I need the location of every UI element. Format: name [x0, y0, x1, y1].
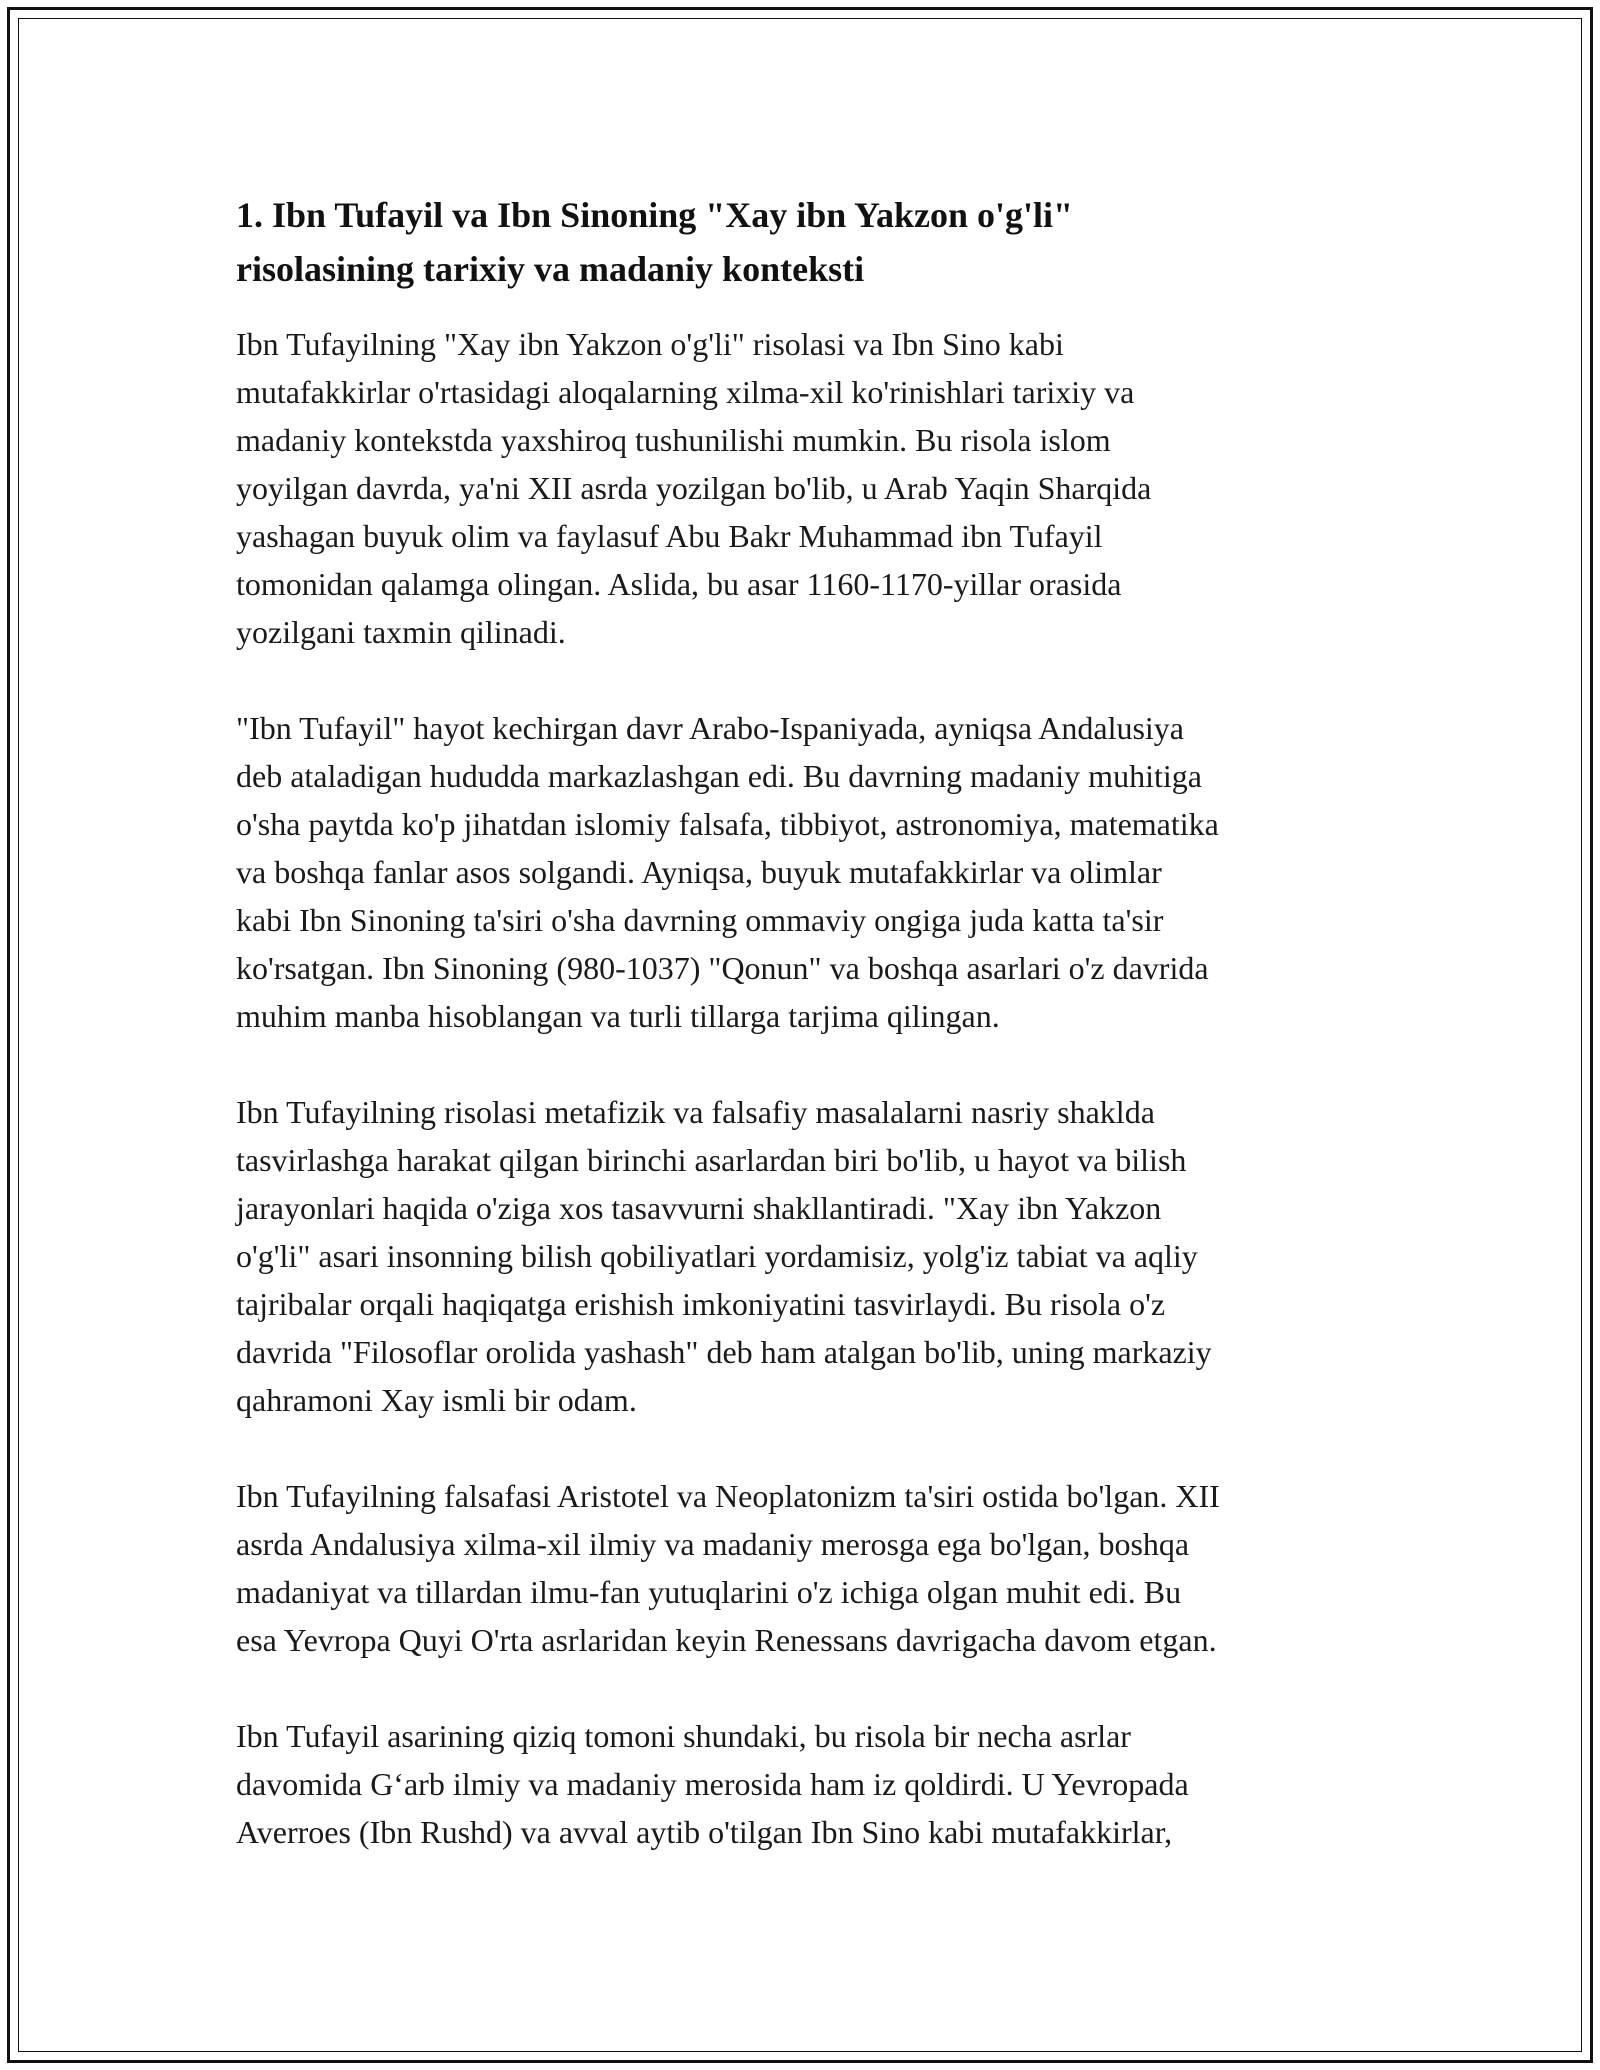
paragraph-2: [236, 704, 1376, 1040]
text-line: mutafakkirlar o'rtasidagi aloqalarning xilma-xil ko'rinishlari tarixiy va: [236, 374, 1135, 410]
text-line: kabi Ibn Sinoning ta'siri o'sha davrning ommaviy ongiga juda katta ta'sir: [236, 902, 1164, 938]
text-line: va boshqa fanlar asos solgandi. Ayniqsa, buyuk mutafakkirlar va olimlar: [236, 854, 1162, 890]
text-line: davrida "Filosoflar orolida yashash" deb ham atalgan bo'lib, uning markaziy: [236, 1334, 1212, 1370]
text-line: qahramoni Xay ismli bir odam.: [236, 1382, 637, 1418]
text-line: muhim manba hisoblangan va turli tillarga tarjima qilingan.: [236, 998, 1000, 1034]
text-line: asrda Andalusiya xilma-xil ilmiy va madaniy merosga ega bo'lgan, boshqa: [236, 1526, 1190, 1562]
text-line: madaniy kontekstda yaxshiroq tushunilishi mumkin. Bu risola islom: [236, 422, 1111, 458]
document-body: [236, 188, 1376, 1904]
text-line: Averroes (Ibn Rushd) va avval aytib o'tilgan Ibn Sino kabi mutafakkirlar,: [236, 1814, 1173, 1850]
text-line: madaniyat va tillardan ilmu-fan yutuqlarini o'z ichiga olgan muhit edi. Bu: [236, 1574, 1182, 1610]
text-line: tasvirlashga harakat qilgan birinchi asarlardan biri bo'lib, u hayot va bilish: [236, 1142, 1187, 1178]
text-line: yoyilgan davrda, ya'ni XII asrda yozilgan bo'lib, u Arab Yaqin Sharqida: [236, 470, 1152, 506]
text-line: deb ataladigan hududda markazlashgan edi. Bu davrning madaniy muhitiga: [236, 758, 1202, 794]
text-line: Ibn Tufayilning falsafasi Aristotel va Neoplatonizm ta'siri ostida bo'lgan. XII: [236, 1478, 1220, 1514]
paragraph-3: [236, 1088, 1376, 1424]
text-line: ko'rsatgan. Ibn Sinoning (980-1037) "Qonun" va boshqa asarlari o'z davrida: [236, 950, 1209, 986]
paragraph-4: [236, 1472, 1376, 1664]
text-line: tomonidan qalamga olingan. Aslida, bu asar 1160-1170-yillar orasida: [236, 566, 1122, 602]
text-line: tajribalar orqali haqiqatga erishish imkoniyatini tasvirlaydi. Bu risola o'z: [236, 1286, 1166, 1322]
text-line: yashagan buyuk olim va faylasuf Abu Bakr Muhammad ibn Tufayil: [236, 518, 1103, 554]
section-heading: [236, 188, 1376, 296]
text-line: Ibn Tufayilning "Xay ibn Yakzon o'g'li" risolasi va Ibn Sino kabi: [236, 326, 1064, 362]
text-line: Ibn Tufayil asarining qiziq tomoni shundaki, bu risola bir necha asrlar: [236, 1718, 1131, 1754]
text-line: jarayonlari haqida o'ziga xos tasavvurni shakllantiradi. "Xay ibn Yakzon: [236, 1190, 1162, 1226]
text-line: Ibn Tufayilning risolasi metafizik va falsafiy masalalarni nasriy shaklda: [236, 1094, 1155, 1130]
text-line: "Ibn Tufayil" hayot kechirgan davr Arabo-Ispaniyada, ayniqsa Andalusiya: [236, 710, 1184, 746]
text-line: davomida G‘arb ilmiy va madaniy merosida ham iz qoldirdi. U Yevropada: [236, 1766, 1189, 1802]
text-line: yozilgani taxmin qilinadi.: [236, 614, 566, 650]
paragraph-5: [236, 1712, 1376, 1856]
paragraph-1: [236, 320, 1376, 656]
heading-line: 1. Ibn Tufayil va Ibn Sinoning "Xay ibn Yakzon o'g'li": [236, 195, 1073, 235]
heading-line: risolasining tarixiy va madaniy konteksti: [236, 249, 865, 289]
text-line: o'g'li" asari insonning bilish qobiliyatlari yordamisiz, yolg'iz tabiat va aqliy: [236, 1238, 1198, 1274]
text-line: o'sha paytda ko'p jihatdan islomiy falsafa, tibbiyot, astronomiya, matematika: [236, 806, 1219, 842]
text-line: esa Yevropa Quyi O'rta asrlaridan keyin Renessans davrigacha davom etgan.: [236, 1622, 1217, 1658]
